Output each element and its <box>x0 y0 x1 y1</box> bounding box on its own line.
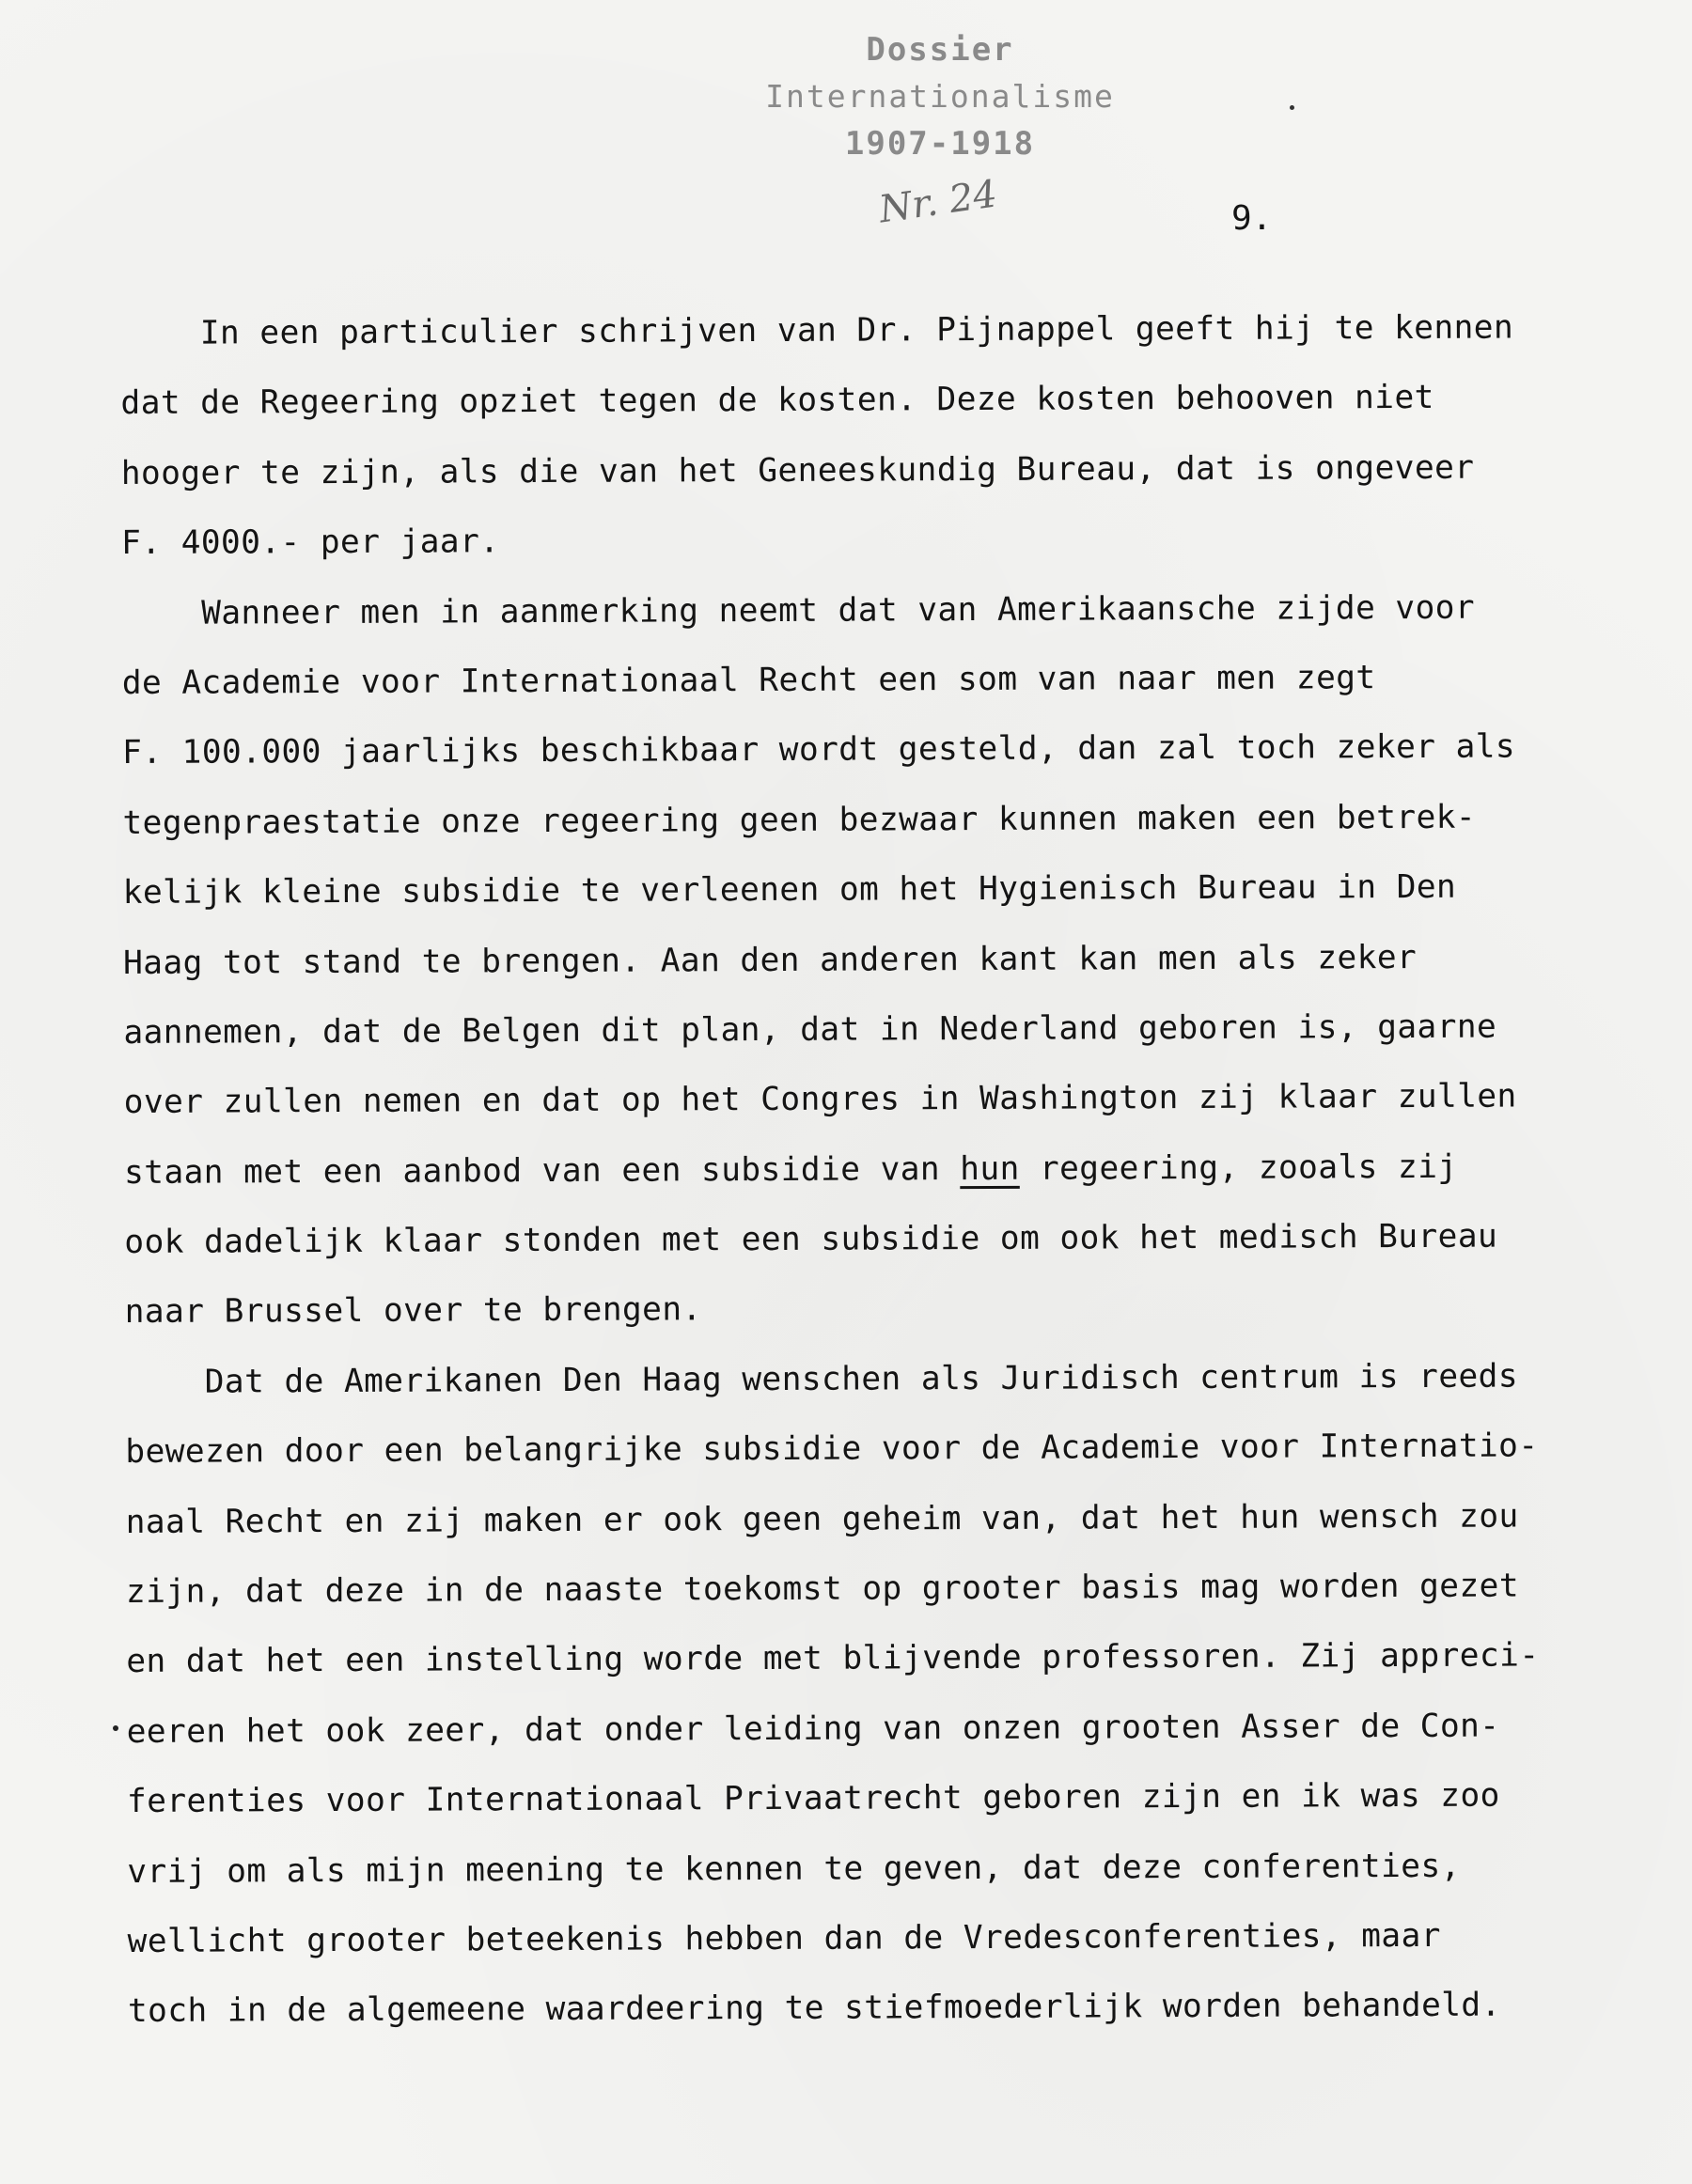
text-line: dat de Regeering opziet tegen de kosten. Deze kosten behooven niet <box>120 379 1434 423</box>
page-number: 9. <box>1231 199 1273 238</box>
text-line: ferenties voor Internationaal Privaatrecht geboren zijn en ik was zoo <box>126 1776 1500 1821</box>
text-line: hooger te zijn, als die van het Geneeskundig Bureau, dat is ongeveer <box>120 448 1475 492</box>
text-line: eeren het ook zeer, dat onder leiding van onzen grooten Asser de Con- <box>126 1707 1500 1751</box>
text-line-with-underline: staan met een aanbod van een subsidie van hun regeering, zooals zij <box>123 1147 1458 1192</box>
text-line: aannemen, dat de Belgen dit plan, dat in Nederland geboren is, gaarne <box>123 1007 1497 1052</box>
text-line: F. 100.000 jaarlijks beschikbaar wordt gesteld, dan zal toch zeker als <box>122 727 1516 772</box>
text-line: kelijk kleine subsidie te verleenen om het Hygienisch Bureau in Den <box>122 867 1457 913</box>
text-line: naal Recht en zij maken er ook geen geheim van, dat het hun wensch zou <box>125 1497 1519 1541</box>
stamp-line-years: 1907-1918 <box>844 125 1036 163</box>
handwritten-note: Nr. 24 <box>876 172 1000 232</box>
text-line: zijn, dat deze in de naaste toekomst op grooter basis mag worden gezet <box>125 1567 1520 1612</box>
text-line: en dat het een instelling worde met blijvende professoren. Zij appreci- <box>126 1636 1540 1681</box>
ink-dot <box>1290 105 1294 110</box>
text-line: over zullen nemen en dat op het Congres in Washington zij klaar zullen <box>123 1077 1517 1122</box>
text-line: F. 4000.- per jaar. <box>121 523 500 563</box>
text-line: bewezen door een belangrijke subsidie voor de Academie voor Internatio- <box>125 1427 1539 1472</box>
text-line: ook dadelijk klaar stonden met een subsidie om ook het medisch Bureau <box>124 1217 1498 1262</box>
text-line: toch in de algemeene waardeering te stiefmoederlijk worden behandeld. <box>127 1986 1501 2031</box>
text-line: In een particulier schrijven van Dr. Pijnappel geeft hij te kennen <box>120 308 1514 352</box>
text-line: naar Brussel over te brengen. <box>124 1290 702 1332</box>
stamp-line-dossier: Dossier <box>866 31 1014 69</box>
text-line: tegenpraestatie onze regeering geen bezwaar kunnen maken een betrek- <box>122 798 1477 842</box>
text-line: wellicht grooter beteekenis hebben dan de Vredesconferenties, maar <box>127 1916 1441 1960</box>
archive-stamp <box>714 26 1166 167</box>
text-line: Wanneer men in aanmerking neemt dat van Amerikaansche zijde voor <box>121 588 1476 632</box>
text-line: de Academie voor Internationaal Recht een som van naar men zegt <box>121 659 1376 702</box>
stamp-line-internationalisme: Internationalisme <box>765 78 1115 115</box>
text-line: Dat de Amerikanen Den Haag wenschen als Juridisch centrum is reeds <box>124 1357 1519 1401</box>
typed-body-text <box>120 292 1632 2047</box>
margin-ink-dot <box>113 1725 118 1731</box>
underlined-word: hun <box>960 1149 1020 1188</box>
text-line: Haag tot stand te brengen. Aan den anderen kant kan men als zeker <box>122 938 1418 982</box>
text-line: vrij om als mijn meening te kennen te geven, dat deze conferenties, <box>127 1847 1461 1891</box>
